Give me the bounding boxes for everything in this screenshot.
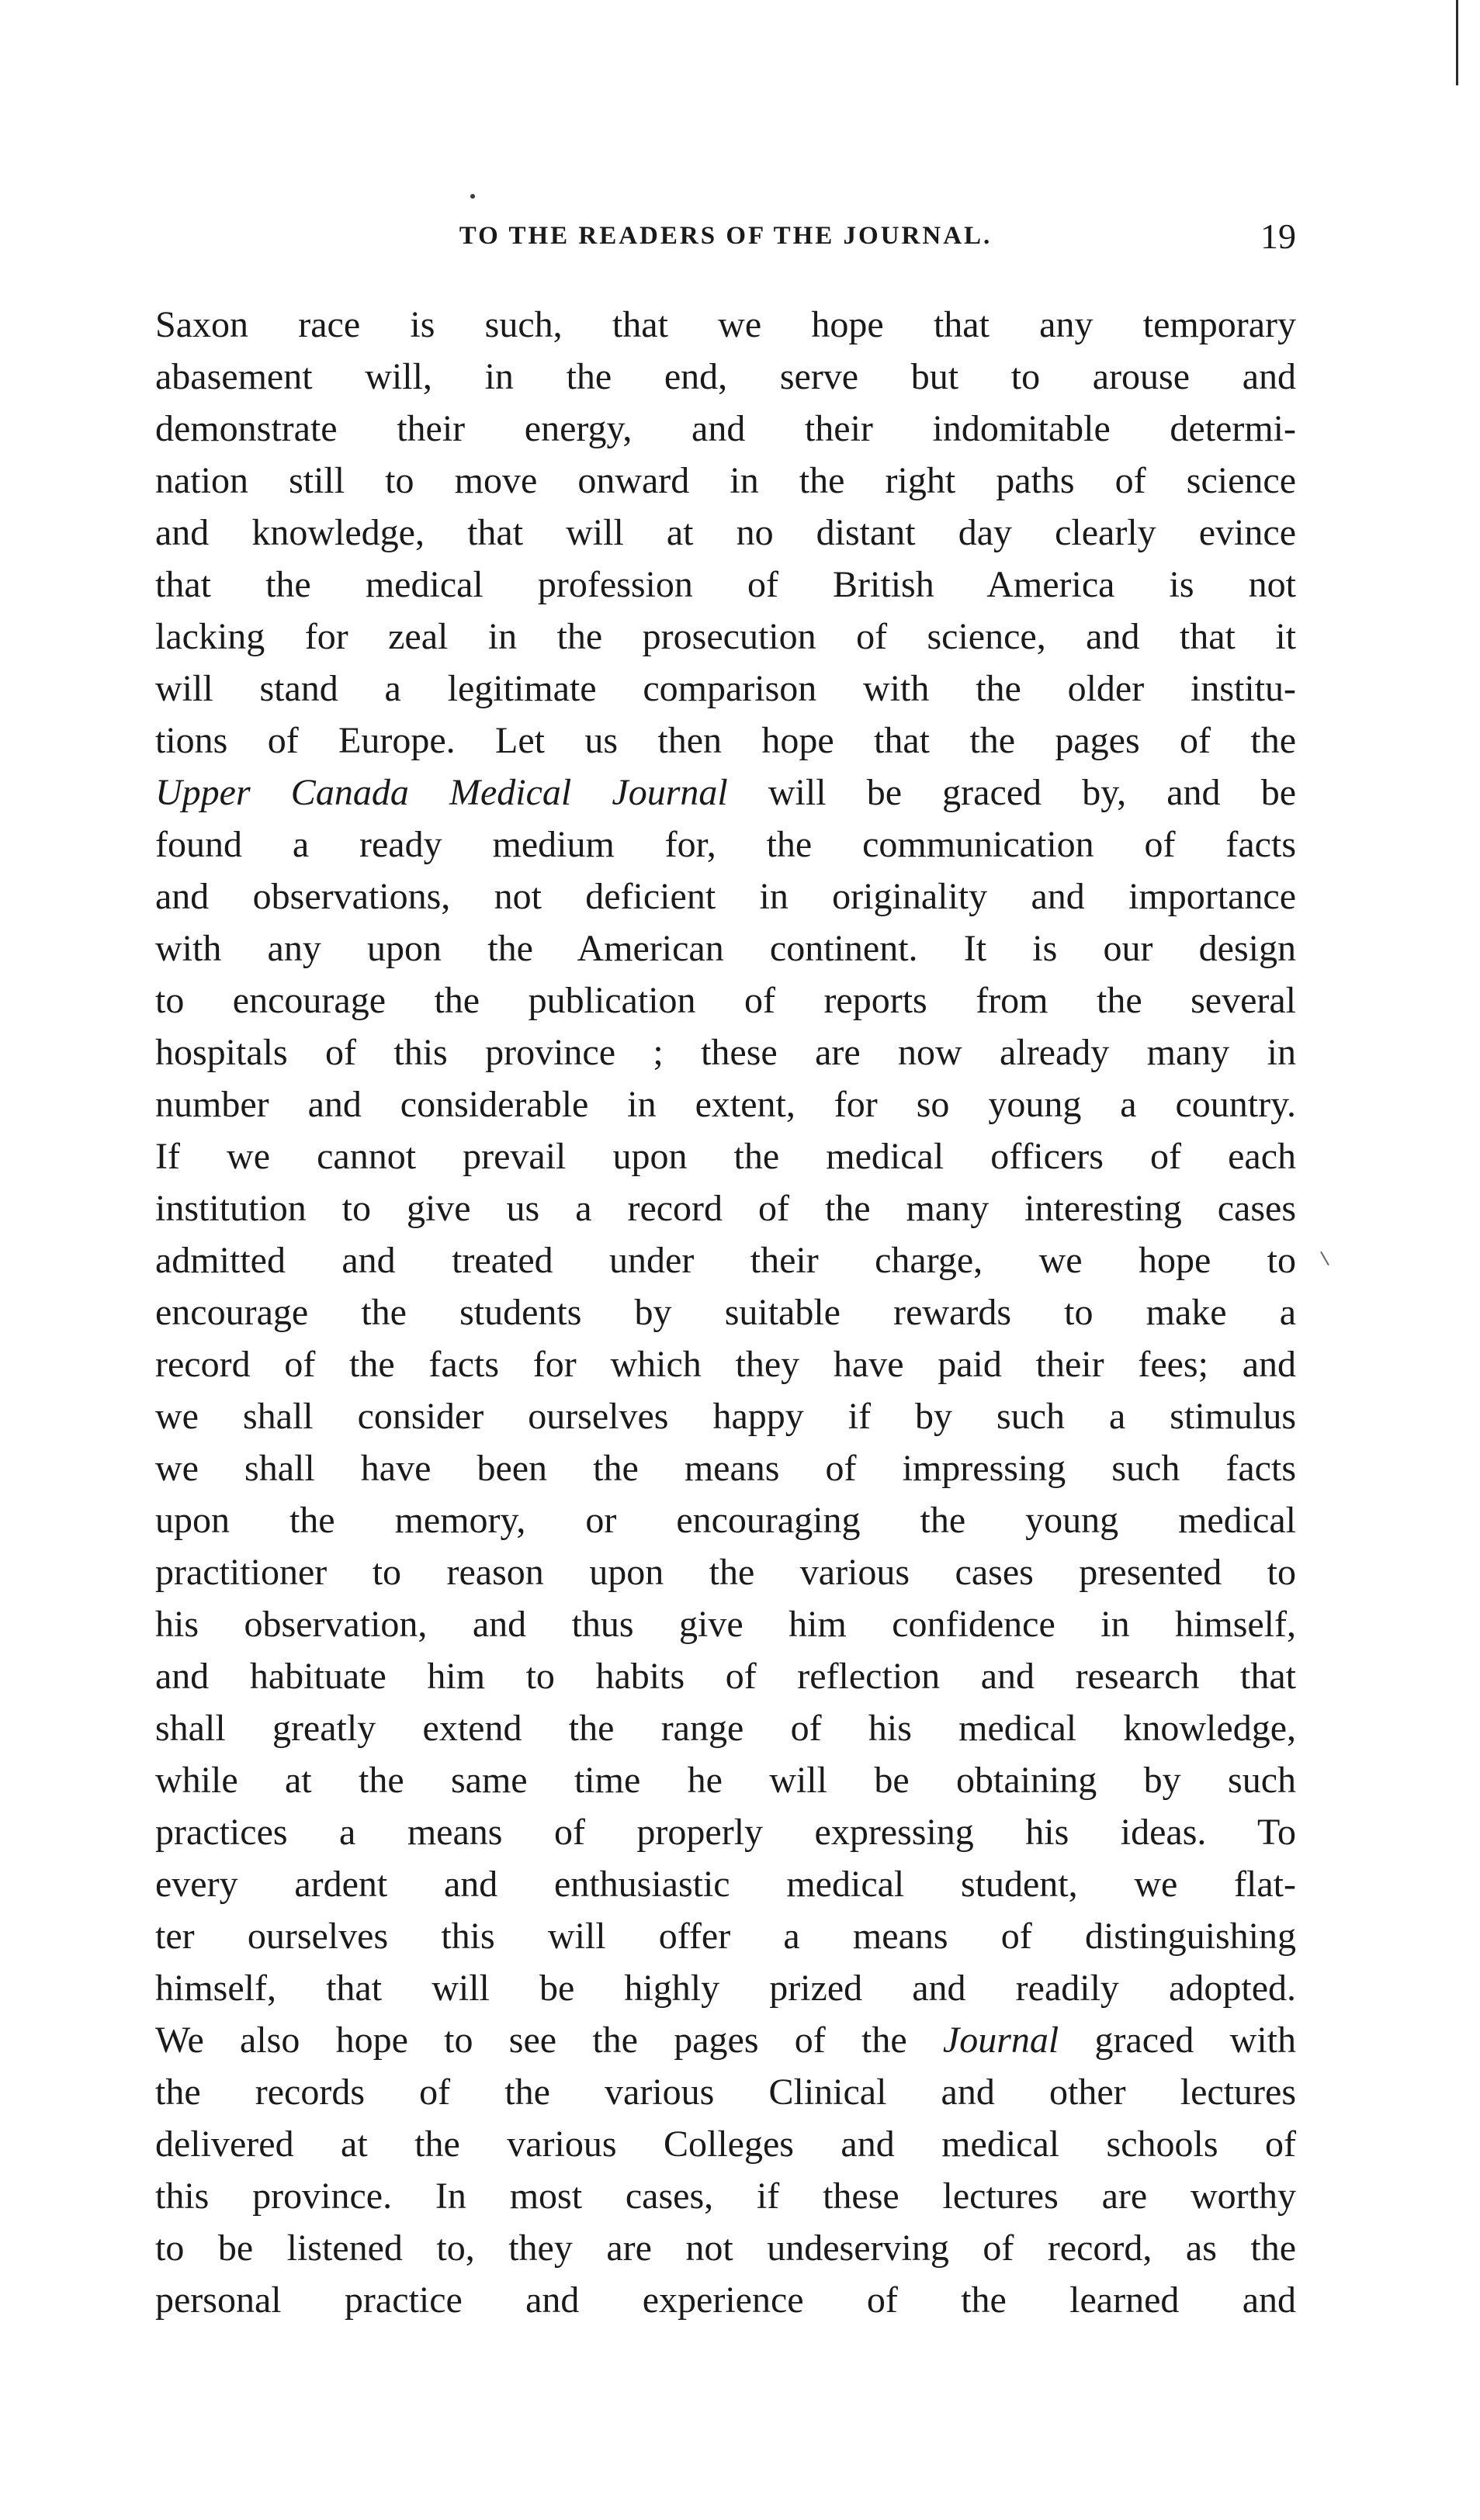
text-line: If we cannot prevail upon the medical officers of each: [155, 1136, 1296, 1177]
text-line-journal-title: [155, 767, 1296, 819]
page-edge-mark: [1456, 0, 1458, 85]
text-line: record of the facts for which they have paid their fees; and: [155, 1344, 1296, 1385]
margin-mark: [1320, 1251, 1329, 1265]
journal-title-italic: Upper Canada Medical Journal: [155, 772, 728, 813]
journal-title-italic: Journal: [942, 2020, 1059, 2061]
text-line: and knowledge, that will at no distant day clearly evince: [155, 512, 1296, 553]
text-line: admitted and treated under their charge, we hope to: [155, 1240, 1296, 1281]
text-line: practices a means of properly expressing his ideas. To: [155, 1812, 1296, 1853]
text-line-journal-title: [155, 2014, 1296, 2066]
body-text: [155, 299, 1296, 2326]
text-line: found a ready medium for, the communication of facts: [155, 824, 1296, 865]
text-line: number and considerable in extent, for so young a country.: [155, 1084, 1296, 1125]
page-header: [155, 216, 1296, 268]
text-fragment: will be graced by, and be: [727, 772, 1296, 813]
text-line: encourage the students by suitable rewards to make a: [155, 1292, 1296, 1333]
text-line: institution to give us a record of the many interesting cases: [155, 1188, 1296, 1229]
page-number: 19: [1260, 216, 1296, 256]
running-head: TO THE READERS OF THE JOURNAL.: [459, 222, 993, 250]
text-line: demonstrate their energy, and their indomitable determi-: [155, 408, 1296, 449]
text-line: the records of the various Clinical and other lectures: [155, 2072, 1296, 2113]
text-fragment: We also hope to see the pages of the: [155, 2020, 943, 2061]
text-line: to be listened to, they are not undeserving of record, as the: [155, 2228, 1296, 2269]
text-line: we shall consider ourselves happy if by such a stimulus: [155, 1396, 1296, 1437]
text-line: himself, that will be highly prized and readily adopted.: [155, 1968, 1296, 2009]
text-line: upon the memory, or encouraging the young medical: [155, 1500, 1296, 1541]
text-line: that the medical profession of British America is not: [155, 564, 1296, 605]
text-line: we shall have been the means of impressing such facts: [155, 1448, 1296, 1489]
text-line: his observation, and thus give him confidence in himself,: [155, 1604, 1296, 1645]
text-line: to encourage the publication of reports from the several: [155, 980, 1296, 1021]
text-line: hospitals of this province ; these are now already many in: [155, 1032, 1296, 1073]
text-line: nation still to move onward in the right paths of science: [155, 460, 1296, 501]
text-line: will stand a legitimate comparison with the older institu-: [155, 668, 1296, 709]
text-fragment: graced with: [1059, 2020, 1296, 2061]
ink-dot: [470, 194, 475, 199]
text-line: practitioner to reason upon the various cases presented to: [155, 1552, 1296, 1593]
text-line: while at the same time he will be obtaining by such: [155, 1760, 1296, 1801]
text-line: delivered at the various Colleges and medical schools of: [155, 2124, 1296, 2165]
text-line: and habituate him to habits of reflection and research that: [155, 1656, 1296, 1697]
text-line: this province. In most cases, if these lectures are worthy: [155, 2176, 1296, 2217]
text-line: abasement will, in the end, serve but to arouse and: [155, 356, 1296, 397]
text-line: shall greatly extend the range of his medical knowledge,: [155, 1708, 1296, 1749]
text-line: personal practice and experience of the learned and: [155, 2279, 1296, 2321]
text-line: every ardent and enthusiastic medical student, we flat-: [155, 1864, 1296, 1905]
text-line: tions of Europe. Let us then hope that the pages of the: [155, 720, 1296, 761]
text-line: and observations, not deficient in originality and importance: [155, 876, 1296, 917]
text-line: with any upon the American continent. It is our design: [155, 928, 1296, 969]
text-line: ter ourselves this will offer a means of distinguishing: [155, 1916, 1296, 1957]
text-line: lacking for zeal in the prosecution of science, and that it: [155, 616, 1296, 657]
text-line: Saxon race is such, that we hope that any temporary: [155, 304, 1296, 345]
